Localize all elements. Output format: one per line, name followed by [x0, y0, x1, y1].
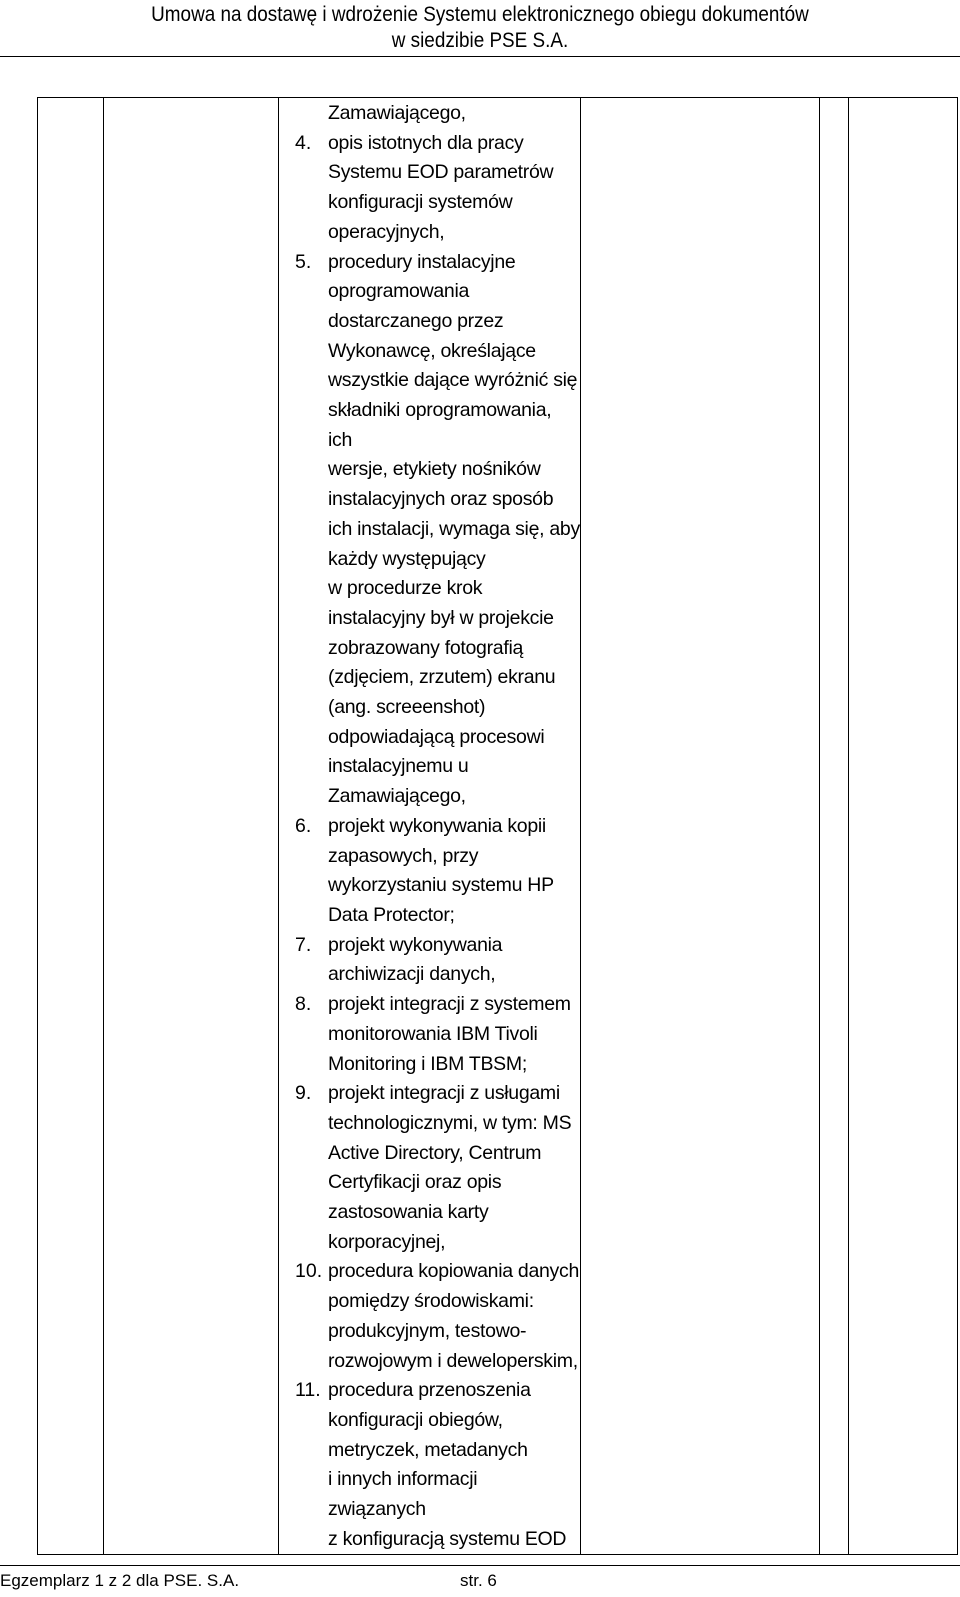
specification-table	[37, 97, 958, 1555]
table-cell-offer	[581, 98, 820, 1555]
table-cell-requirements	[279, 98, 581, 1555]
list-item-text: projekt wykonywania kopii zapasowych, przy wykorzystaniu systemu HP Data Protector;	[328, 814, 554, 926]
list-item-text: procedura kopiowania danych pomiędzy środowiskami: produkcyjnym, testowo- rozwojowym i deweloperskim,	[328, 1260, 579, 1372]
list-item	[279, 1079, 580, 1257]
list-item	[279, 248, 580, 812]
list-item	[279, 812, 580, 931]
footer-copy-label: Egzemplarz 1 z 2 dla PSE. S.A.	[0, 1571, 240, 1590]
list-item-text: procedury instalacyjne oprogramowania dostarczanego przez Wykonawcę, określające wszystkie dające wyróżnić się składniki oprogramowania, ich wersje, etykiety nośników instalacyjnych oraz sposób ich instalacji, wymaga się, aby każdy występujący w procedurze krok instalacyjny był w projekcie zobrazowany fotografią (zdjęciem, zrzutem) ekranu (ang. screeenshot) odpowiadającą procesowi instalacyjnemu u Zamawiającego,	[328, 250, 580, 808]
list-item	[279, 1257, 580, 1376]
list-item-text: projekt wykonywania archiwizacji danych,	[328, 933, 503, 986]
table-cell-name	[104, 98, 279, 1555]
list-item-text: Zamawiającego,	[328, 102, 466, 124]
table-row	[38, 98, 958, 1555]
list-item-number: 6.	[295, 814, 312, 837]
header-title-line2: w siedzibie PSE S.A.	[391, 29, 569, 52]
header-title-line1: Umowa na dostawę i wdrożenie Systemu elektronicznego obiegu dokumentów	[151, 3, 809, 26]
list-item-number: 4.	[295, 131, 312, 154]
table-cell-lp	[38, 98, 104, 1555]
list-item-text: projekt integracji z systemem monitorowania IBM Tivoli Monitoring i IBM TBSM;	[328, 993, 571, 1075]
requirements-list	[279, 98, 580, 1554]
list-item-number: 11.	[295, 1379, 321, 1402]
list-item-text: opis istotnych dla pracy Systemu EOD parametrów konfiguracji systemów operacyjnych,	[328, 131, 554, 243]
list-item	[279, 99, 580, 129]
list-item-number: 8.	[295, 993, 312, 1016]
table-cell-remarks	[849, 98, 958, 1555]
document-header	[48, 0, 912, 54]
list-item-number: 7.	[295, 933, 312, 956]
list-item	[279, 990, 580, 1079]
list-item	[279, 1376, 580, 1554]
list-item-number: 5.	[295, 250, 312, 273]
list-item	[279, 931, 580, 990]
list-item-text: projekt integracji z usługami technologicznymi, w tym: MS Active Directory, Centrum Certyfikacji oraz opis zastosowania karty korporacyjnej,	[328, 1082, 572, 1253]
list-item-number: 10.	[295, 1260, 323, 1283]
footer-page-number: str. 6	[460, 1571, 497, 1590]
footer-divider	[0, 1565, 960, 1566]
table-cell-compliance	[820, 98, 849, 1555]
list-item	[279, 129, 580, 248]
list-item-number: 9.	[295, 1082, 312, 1105]
header-divider	[0, 56, 960, 57]
list-item-text: procedura przenoszenia konfiguracji obiegów, metryczek, metadanych i innych informacji związanych z konfiguracją systemu EOD	[328, 1379, 567, 1550]
list-item-number	[279, 99, 328, 129]
